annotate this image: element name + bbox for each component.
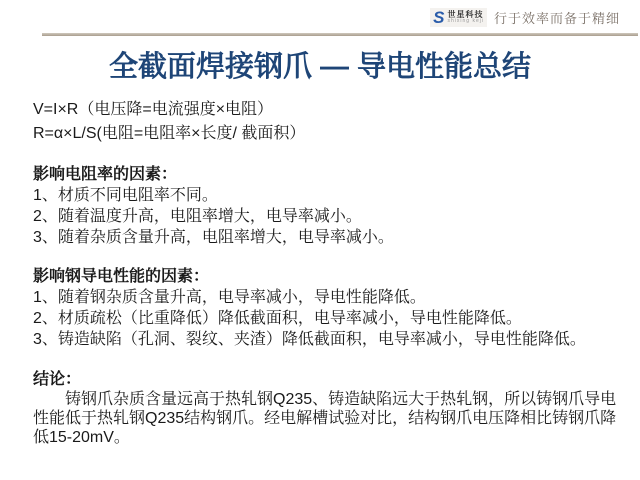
formula-block — [33, 98, 622, 146]
list-item: 2、材质疏松（比重降低）降低截面积，电导率减小，导电性能降低。 — [33, 310, 522, 327]
section-resistivity-factors — [33, 164, 622, 248]
slide-body — [33, 98, 622, 447]
list-item: 2、随着温度升高，电阻率增大，电导率减小。 — [33, 208, 362, 225]
list-item: 1、随着钢杂质含量升高，电导率减小，导电性能降低。 — [33, 289, 426, 306]
conclusion-heading: 结论： — [33, 371, 82, 388]
formula-voltage-drop: V=I×R（电压降=电流强度×电阻） — [33, 101, 274, 118]
section-heading: 影响钢导电性能的因素： — [33, 268, 210, 285]
s-logo-icon: S — [433, 7, 445, 27]
formula-resistance: R=α×L/S(电阻=电阻率×长度/ 截面积） — [33, 125, 306, 142]
slide-title: 全截面焊接钢爪 — 导电性能总结 — [108, 51, 532, 83]
company-slogan: 行于效率而备于精细 — [493, 10, 620, 26]
conclusion-paragraph: 铸钢爪杂质含量远高于热轧钢Q235、铸造缺陷远大于热轧钢，所以铸钢爪导电性能低于热轧钢Q235结构钢爪。经电解槽试验对比，结构钢爪电压降相比铸钢爪降低15-20mV。 — [33, 391, 617, 446]
company-logo — [430, 6, 620, 28]
header-divider-line — [42, 33, 638, 36]
section-conductivity-factors — [33, 266, 622, 350]
logo-text-block — [448, 11, 484, 24]
section-conclusion — [33, 369, 622, 447]
list-item: 1、材质不同电阻率不同。 — [33, 187, 218, 204]
logo-mark — [430, 8, 487, 27]
company-name-pinyin: shixing keji — [447, 17, 484, 24]
list-item: 3、随着杂质含量升高，电阻率增大，电导率减小。 — [33, 229, 394, 246]
list-item: 3、铸造缺陷（孔洞、裂纹、夹渣）降低截面积，电导率减小，导电性能降低。 — [33, 331, 586, 348]
company-name: 世星科技 — [447, 9, 484, 19]
section-heading: 影响电阻率的因素： — [33, 166, 178, 183]
